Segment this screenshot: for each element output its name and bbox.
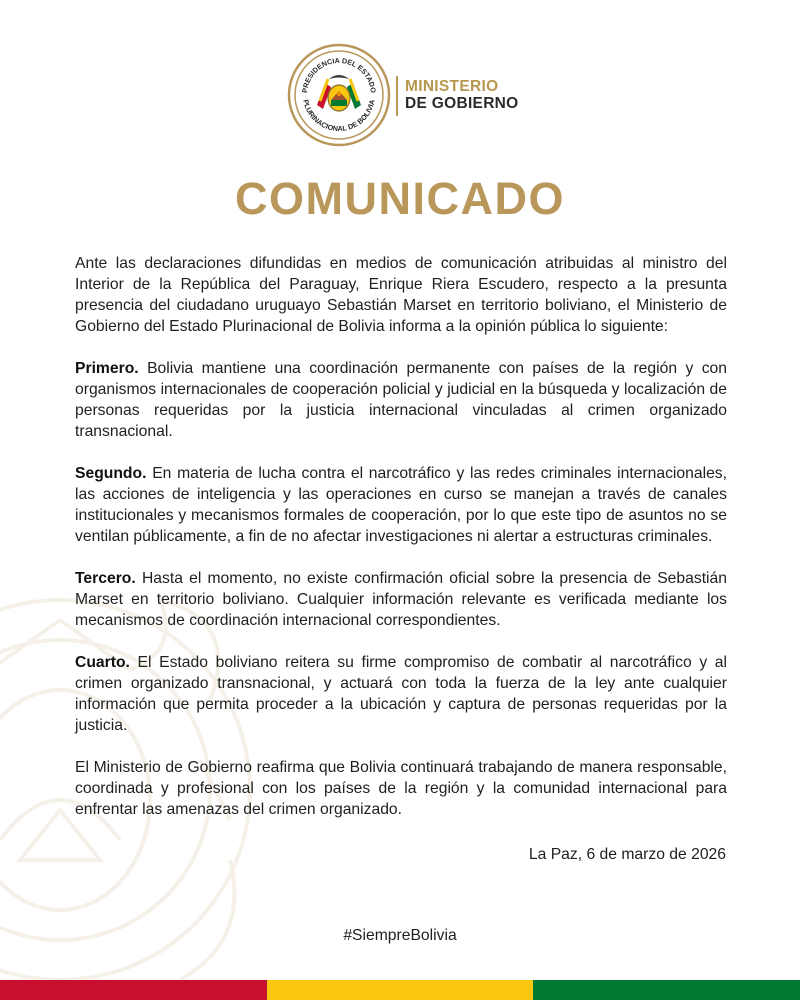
point-text: En materia de lucha contra el narcotráfico y las redes criminales internacionales, las acciones de inteligencia y las operaciones en curso se manejan a través de canales institucionales y mecanismos formales de cooperación, por lo que este tipo de asuntos no se ventilan públicamente, a fin de no afectar investigaciones ni alertar a estructuras criminales. <box>75 465 728 545</box>
point-label: Tercero. <box>75 570 136 587</box>
flag-stripe-yellow <box>267 980 534 1000</box>
point-paragraph-4 <box>75 652 727 736</box>
point-label: Cuarto. <box>75 654 130 671</box>
closing-paragraph: El Ministerio de Gobierno reafirma que Bolivia continuará trabajando de manera responsable, coordinada y profesional con los países de la región y la comunidad internacional para enfrentar las amenazas del crimen organizado. <box>75 759 727 818</box>
flag-color-bar <box>0 980 800 1000</box>
presidential-seal-logo <box>287 43 391 147</box>
header-divider <box>396 76 398 116</box>
communique-body <box>75 253 727 841</box>
point-text: Hasta el momento, no existe confirmación oficial sobre la presencia de Sebastián Marset en territorio boliviano. Cualquier información relevante es verificada mediante los mecanismos de coordinación internacional correspondientes. <box>75 570 727 629</box>
page-title: COMUNICADO <box>235 173 565 224</box>
svg-text:PRESIDENCIA DEL ESTADO: PRESIDENCIA DEL ESTADO <box>300 55 378 94</box>
point-label: Segundo. <box>75 465 147 482</box>
ministry-name-line2: DE GOBIERNO <box>405 95 519 112</box>
point-label: Primero. <box>75 360 139 377</box>
point-text: Bolivia mantiene una coordinación permanente con países de la región y con organismos internacionales de cooperación policial y judicial en la búsqueda y localización de personas requeridas por la justicia internacional vinculadas al crimen organizado transnacional. <box>75 360 727 440</box>
point-paragraph-3 <box>75 568 727 631</box>
point-paragraph-2 <box>75 463 727 547</box>
ministry-name-line1: MINISTERIO <box>405 78 499 95</box>
intro-paragraph: Ante las declaraciones difundidas en medios de comunicación atribuidas al ministro del Interior de la República del Paraguay, Enrique Riera Escudero, respecto a la presunta presencia del ciudadano uruguayo Sebastián Marset en territorio boliviano, el Ministerio de Gobierno del Estado Plurinacional de Bolivia informa a la opinión pública lo siguiente: <box>75 255 727 335</box>
date-line: La Paz, 6 de marzo de 2026 <box>528 846 726 863</box>
flag-stripe-red <box>0 980 267 1000</box>
hashtag: #SiempreBolivia <box>343 927 457 944</box>
point-paragraph-1 <box>75 358 727 442</box>
svg-text:PLURINACIONAL DE BOLIVIA: PLURINACIONAL DE BOLIVIA <box>301 98 377 134</box>
point-text: El Estado boliviano reitera su firme compromiso de combatir al narcotráfico y al crimen organizado transnacional, y actuará con toda la fuerza de la ley ante cualquier información que permita proceder a la ubicación y captura de personas requeridas por la justicia. <box>75 654 728 734</box>
flag-stripe-green <box>533 980 800 1000</box>
header <box>0 40 800 150</box>
